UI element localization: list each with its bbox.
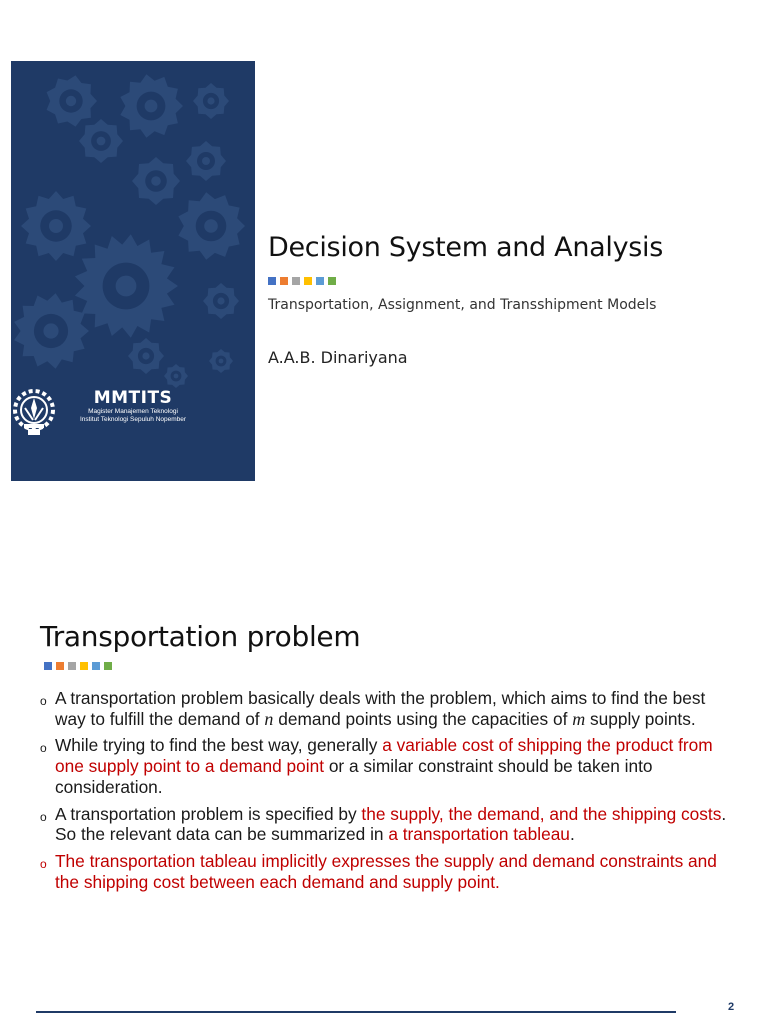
highlighted-text: The transportation tableau implicitly expresses the supply and demand constraints and the shipping cost between each demand and supply point.: [55, 850, 717, 892]
deck-title: Decision System and Analysis: [268, 232, 664, 263]
color-square: [68, 662, 76, 670]
bullet-text: A transportation problem is specified by: [55, 803, 362, 824]
bullet-marker: o: [40, 856, 47, 871]
bullet-item-4: [40, 851, 730, 892]
page-number: 2: [728, 1001, 735, 1013]
gear-icon: [132, 157, 180, 205]
cover-image: [11, 61, 255, 481]
deck-author: A.A.B. Dinariyana: [268, 348, 408, 367]
math-m: m: [572, 708, 586, 729]
slide-title: Transportation problem: [40, 620, 361, 653]
color-square: [268, 277, 276, 285]
color-squares-slide: [44, 662, 112, 670]
color-square: [80, 662, 88, 670]
mmtits-logo: [11, 386, 255, 424]
footer-divider: [36, 1011, 676, 1013]
bullet-text: demand points using the capacities of: [273, 708, 573, 729]
math-n: n: [264, 708, 274, 729]
logo-subtitle-2: Institut Teknologi Sepuluh Nopember: [79, 416, 187, 423]
gear-icon: [14, 293, 89, 368]
highlighted-text: a transportation tableau: [388, 824, 570, 845]
bullet-text: . So the relevant data can be summarized in: [55, 803, 727, 845]
gear-icon: [178, 192, 245, 259]
highlighted-text: the supply, the demand, and the shipping costs: [361, 803, 722, 824]
color-square: [280, 277, 288, 285]
color-square: [44, 662, 52, 670]
highlighted-text: a variable cost of shipping the product from one supply point to a demand point: [55, 735, 713, 777]
bullet-marker: o: [40, 809, 47, 824]
bullet-text: A transportation problem basically deals with the problem, which aims to find the best way to fulfill the demand of: [55, 688, 706, 729]
logo-subtitle-1: Magister Manajemen Teknologi: [88, 408, 178, 415]
gear-icon: [47, 75, 97, 126]
color-square: [104, 662, 112, 670]
gear-icon: [186, 141, 226, 181]
deck-subtitle: Transportation, Assignment, and Transshipment Models: [268, 297, 657, 313]
its-emblem-icon: [11, 386, 57, 438]
logo-wordmark: MMTITS: [93, 388, 173, 408]
gear-icon: [209, 349, 233, 373]
bullet-item-2: [40, 735, 730, 797]
gear-icon: [79, 119, 123, 163]
bullet-marker: o: [40, 694, 47, 708]
gear-icon: [164, 364, 188, 388]
gear-icon: [120, 74, 183, 137]
bullet-marker: o: [40, 741, 47, 756]
bullet-text: While trying to find the best way, generally: [55, 735, 383, 756]
bullet-text: .: [569, 824, 575, 845]
gear-icon: [128, 338, 164, 374]
bullet-text: or a similar constraint should be taken into consideration.: [55, 756, 653, 797]
gear-icon: [203, 283, 239, 319]
gear-icon: [75, 234, 178, 338]
color-square: [328, 277, 336, 285]
bullet-text: supply points.: [585, 708, 696, 729]
bullet-list: [40, 688, 730, 898]
color-square: [316, 277, 324, 285]
color-square: [304, 277, 312, 285]
color-square: [56, 662, 64, 670]
color-squares-top: [268, 277, 336, 285]
bullet-item-1: [40, 688, 730, 729]
color-square: [292, 277, 300, 285]
gear-icon: [193, 83, 229, 119]
bullet-item-3: [40, 804, 730, 845]
gear-icon: [21, 191, 91, 261]
color-square: [92, 662, 100, 670]
